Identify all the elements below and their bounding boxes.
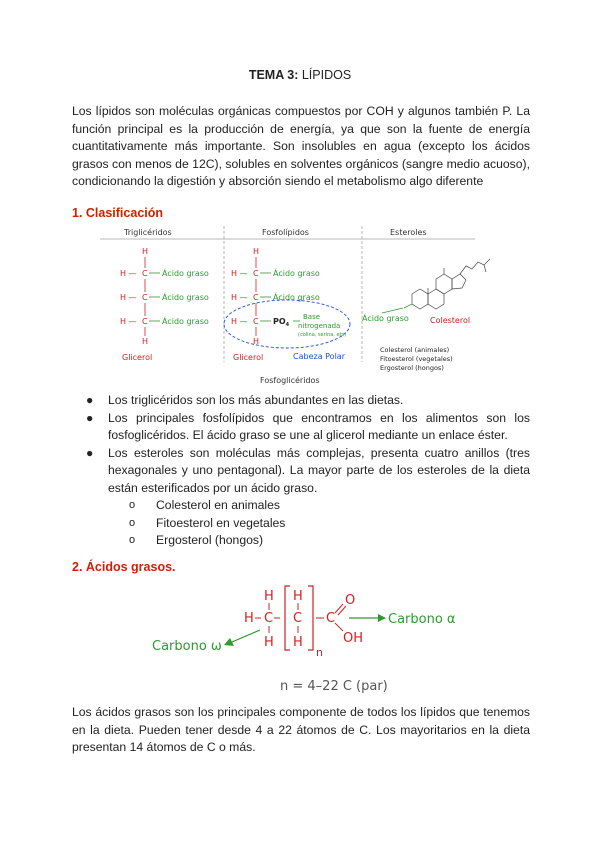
fosf-po4 (273, 317, 290, 328)
fosf-row3-h: H — (231, 317, 248, 326)
base-line-1: Base (303, 313, 321, 321)
est-list-3: Ergosterol (hongos) (380, 364, 444, 372)
base-line-3: (colina, serina, etc) (298, 332, 347, 338)
ring-c (436, 274, 452, 294)
sub-bullet-item (72, 497, 530, 515)
fa-h-bottom-2: H (293, 635, 303, 650)
bullet-dot-icon: ● (86, 410, 94, 425)
trig-row3-c: C (142, 317, 148, 326)
trig-row2-c: C (142, 293, 148, 302)
ring-a (412, 289, 428, 309)
fosf-row1-c: C (253, 269, 259, 278)
ring-d (452, 274, 466, 289)
sub-bullet-item (72, 532, 530, 550)
fa-o: O (345, 593, 356, 608)
bullet-dot-icon: ● (86, 393, 94, 407)
bullet-text-3: Los esteroles son moléculas más complejas, presenta cuatro anillos (tres hexagonales y uno pentagonal). La mayor parte de los esteroles de la dieta están esterificados por un ácido graso. (108, 445, 530, 495)
fa-c-1: C (264, 611, 274, 626)
bullet-text-1: Los triglicéridos son los más abundantes en las dietas. (108, 393, 404, 407)
sub-bullet-text-1: Colesterol en animales (156, 498, 280, 512)
title-rest: LÍPIDOS (298, 68, 352, 82)
trig-row1-c: C (142, 269, 148, 278)
base-line-2: nitrogenada (298, 322, 341, 330)
trig-glicerol: Glicerol (122, 353, 153, 362)
carbono-alpha-label: Carbono α (388, 612, 456, 627)
trig-acido-graso-3: Ácido graso (162, 317, 209, 326)
col-fosfolipidos: Fosfolípidos (262, 228, 309, 237)
po4-sub: 4 (285, 322, 290, 328)
est-colesterol: Colesterol (430, 316, 471, 325)
fa-h-top-1: H (264, 589, 274, 604)
fa-c-3: C (326, 611, 336, 626)
page-title (0, 68, 600, 82)
sub-bullet-text-2: Fitoesterol en vegetales (156, 515, 286, 530)
bullet-item (72, 410, 530, 445)
fa-n-subscript: n (316, 646, 323, 659)
fa-c-2: C (293, 611, 303, 626)
title-bold: TEMA 3: (248, 68, 299, 82)
trig-row2-h: H — (120, 293, 137, 302)
fatty-acid-paragraph: Los ácidos grasos son los principales componente de todos los lípidos que tenemos en la dieta. Pueden tener desde 4 a 22 átomos de C. Los mayoritarios en la dieta presentan 14 átomos de C o más. (72, 705, 530, 754)
fosf-row2-c: C (253, 293, 259, 302)
sub-bullet-item (72, 515, 530, 533)
trig-top-h: H (142, 247, 149, 256)
bullet-item (72, 445, 530, 498)
bullet-list (72, 392, 530, 550)
fosf-glicerol: Glicerol (233, 353, 264, 362)
intro-paragraph: Los lípidos son moléculas orgánicas compuestos por COH y algunos también P. La función principal es la producción de energía, ya que son la fuente de energía cuantitativamente más importante. Son insolubles en agua (excepto los ácidos grasos con menos de 12C), solubles en solventes orgánicos (sangre medio acuoso), condicionando la digestión y absorción siendo el metabolismo algo diferente (72, 104, 530, 188)
po4-text: PO (273, 317, 286, 326)
fa-h-bottom-1: H (264, 635, 274, 650)
section-2-heading: 2. Ácidos grasos. (72, 560, 176, 574)
fosf-structure (224, 247, 350, 362)
section-1-heading: 1. Clasificación (72, 206, 164, 220)
side-chain (460, 259, 490, 274)
fosf-top-h: H (253, 247, 260, 256)
est-acido-graso: Ácido graso (362, 314, 409, 323)
ring-b (428, 289, 444, 309)
fa-oh: OH (343, 631, 364, 646)
trig-bottom-h: H (142, 337, 149, 346)
trig-row3-h: H — (120, 317, 137, 326)
sub-bullet-text-3: Ergosterol (hongos) (156, 533, 264, 547)
bullet-dot-icon: ● (86, 445, 94, 460)
formula-label: n = 4–22 C (par) (280, 679, 388, 694)
sub-bullet-icon: o (129, 499, 136, 511)
col-esteroles: Esteroles (390, 228, 427, 237)
fosf-row1-h: H — (231, 269, 248, 278)
sub-bullet-icon: o (129, 516, 136, 529)
bullet-item (72, 392, 530, 410)
fa-h-left: H (244, 611, 254, 626)
trig-row1-h: H — (120, 269, 137, 278)
est-list-1: Colesterol (animales) (380, 346, 450, 354)
trig-structure (120, 247, 209, 362)
sterol-structure (404, 259, 490, 309)
fatty-acid-diagram (140, 580, 480, 700)
fosf-bottom-h: H (253, 337, 260, 346)
fa-h-top-2: H (293, 589, 303, 604)
col-trigliceridos: Triglicéridos (124, 228, 172, 237)
trig-acido-graso-2: Ácido graso (162, 293, 209, 302)
fosfogliceridos-caption: Fosfoglicéridos (260, 376, 320, 385)
bullet-text-2: Los principales fosfolípidos que encontramos en los alimentos son los fosfoglicéridos. El ácido graso se une al glicerol mediante un enlace éster. (108, 410, 530, 442)
lipid-classification-diagram (100, 222, 500, 388)
fosf-row3-c: C (253, 317, 259, 326)
est-list-2: Fitoesterol (vegetales) (380, 355, 453, 363)
carbono-omega-label: Carbono ω (152, 639, 222, 654)
fosf-row2-h: H — (231, 293, 248, 302)
fosf-acido-graso-2: Ácido graso (273, 293, 320, 302)
trig-acido-graso-1: Ácido graso (162, 269, 209, 278)
fosf-acido-graso-1: Ácido graso (273, 269, 320, 278)
cabeza-polar-label: Cabeza Polar (293, 352, 345, 361)
sub-bullet-icon: o (129, 534, 136, 546)
